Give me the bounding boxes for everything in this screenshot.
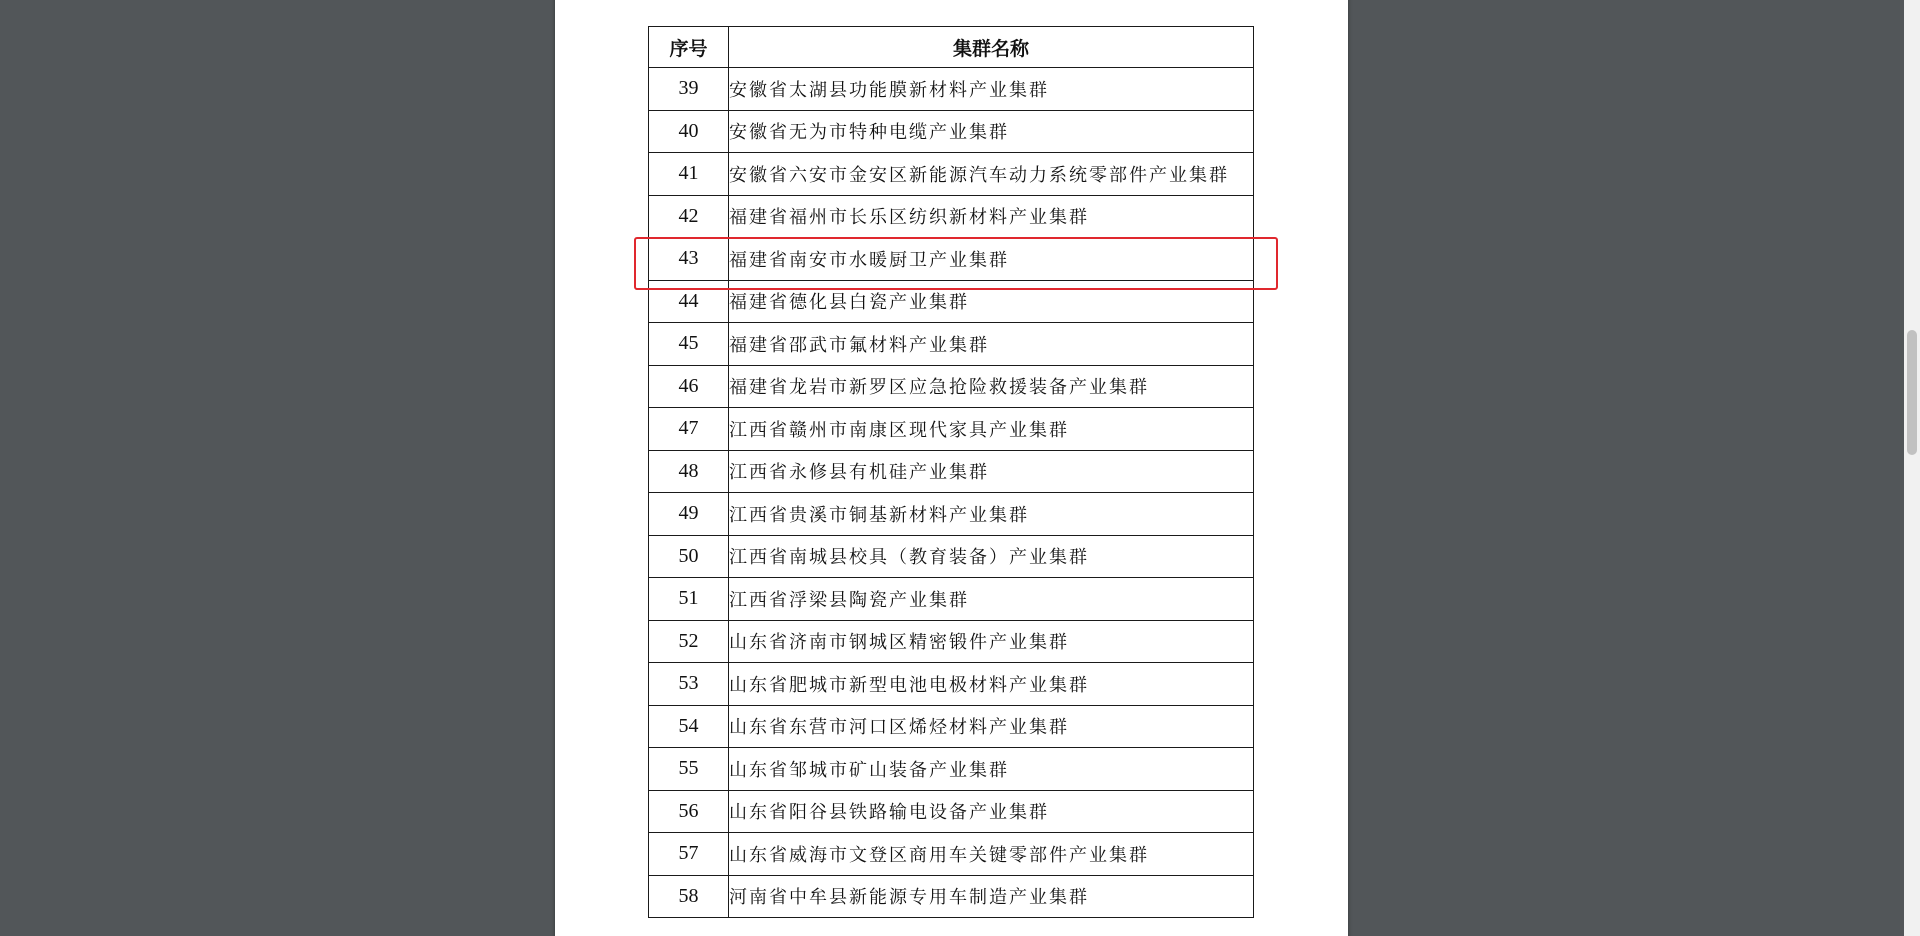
table-row bbox=[649, 663, 1254, 706]
row-number: 46 bbox=[649, 365, 729, 408]
cluster-name: 山东省阳谷县铁路输电设备产业集群 bbox=[729, 790, 1254, 833]
row-number: 51 bbox=[649, 578, 729, 621]
cluster-name: 福建省福州市长乐区纺织新材料产业集群 bbox=[729, 195, 1254, 238]
row-number: 54 bbox=[649, 705, 729, 748]
cluster-name: 江西省永修县有机硅产业集群 bbox=[729, 450, 1254, 493]
table-row bbox=[649, 833, 1254, 876]
table-row bbox=[649, 323, 1254, 366]
cluster-table bbox=[648, 26, 1254, 918]
row-number: 48 bbox=[649, 450, 729, 493]
row-number: 42 bbox=[649, 195, 729, 238]
cluster-name: 河南省中牟县新能源专用车制造产业集群 bbox=[729, 875, 1254, 918]
table-row bbox=[649, 450, 1254, 493]
table-header-row bbox=[649, 27, 1254, 68]
row-number: 58 bbox=[649, 875, 729, 918]
cluster-name: 江西省浮梁县陶瓷产业集群 bbox=[729, 578, 1254, 621]
table-row bbox=[649, 238, 1254, 281]
header-number: 序号 bbox=[649, 27, 729, 68]
row-number: 52 bbox=[649, 620, 729, 663]
cluster-name: 山东省肥城市新型电池电极材料产业集群 bbox=[729, 663, 1254, 706]
table-row bbox=[649, 493, 1254, 536]
table-row bbox=[649, 110, 1254, 153]
table-row bbox=[649, 68, 1254, 111]
table-row bbox=[649, 705, 1254, 748]
table-row bbox=[649, 790, 1254, 833]
cluster-name: 山东省威海市文登区商用车关键零部件产业集群 bbox=[729, 833, 1254, 876]
cluster-name: 山东省东营市河口区烯烃材料产业集群 bbox=[729, 705, 1254, 748]
table-row bbox=[649, 578, 1254, 621]
row-number: 49 bbox=[649, 493, 729, 536]
cluster-name: 福建省龙岩市新罗区应急抢险救援装备产业集群 bbox=[729, 365, 1254, 408]
row-number: 55 bbox=[649, 748, 729, 791]
cluster-name: 福建省邵武市氟材料产业集群 bbox=[729, 323, 1254, 366]
table-row bbox=[649, 875, 1254, 918]
row-number: 53 bbox=[649, 663, 729, 706]
cluster-name: 福建省南安市水暖厨卫产业集群 bbox=[729, 238, 1254, 281]
cluster-name: 江西省赣州市南康区现代家具产业集群 bbox=[729, 408, 1254, 451]
vertical-scrollbar[interactable] bbox=[1904, 0, 1920, 936]
table-row bbox=[649, 408, 1254, 451]
table-row bbox=[649, 280, 1254, 323]
table-row bbox=[649, 535, 1254, 578]
cluster-name: 山东省济南市钢城区精密锻件产业集群 bbox=[729, 620, 1254, 663]
row-number: 44 bbox=[649, 280, 729, 323]
cluster-name: 江西省贵溪市铜基新材料产业集群 bbox=[729, 493, 1254, 536]
row-number: 47 bbox=[649, 408, 729, 451]
table-row bbox=[649, 620, 1254, 663]
row-number: 39 bbox=[649, 68, 729, 111]
cluster-name: 安徽省太湖县功能膜新材料产业集群 bbox=[729, 68, 1254, 111]
row-number: 50 bbox=[649, 535, 729, 578]
table-row bbox=[649, 748, 1254, 791]
table-row bbox=[649, 195, 1254, 238]
row-number: 57 bbox=[649, 833, 729, 876]
row-number: 41 bbox=[649, 153, 729, 196]
cluster-name: 安徽省六安市金安区新能源汽车动力系统零部件产业集群 bbox=[729, 153, 1254, 196]
scrollbar-thumb[interactable] bbox=[1907, 330, 1917, 455]
cluster-name: 江西省南城县校具（教育装备）产业集群 bbox=[729, 535, 1254, 578]
cluster-name: 福建省德化县白瓷产业集群 bbox=[729, 280, 1254, 323]
cluster-name: 山东省邹城市矿山装备产业集群 bbox=[729, 748, 1254, 791]
row-number: 43 bbox=[649, 238, 729, 281]
cluster-name: 安徽省无为市特种电缆产业集群 bbox=[729, 110, 1254, 153]
row-number: 45 bbox=[649, 323, 729, 366]
table-row bbox=[649, 153, 1254, 196]
row-number: 40 bbox=[649, 110, 729, 153]
header-cluster-name: 集群名称 bbox=[729, 27, 1254, 68]
document-page bbox=[555, 0, 1348, 936]
table-row bbox=[649, 365, 1254, 408]
row-number: 56 bbox=[649, 790, 729, 833]
